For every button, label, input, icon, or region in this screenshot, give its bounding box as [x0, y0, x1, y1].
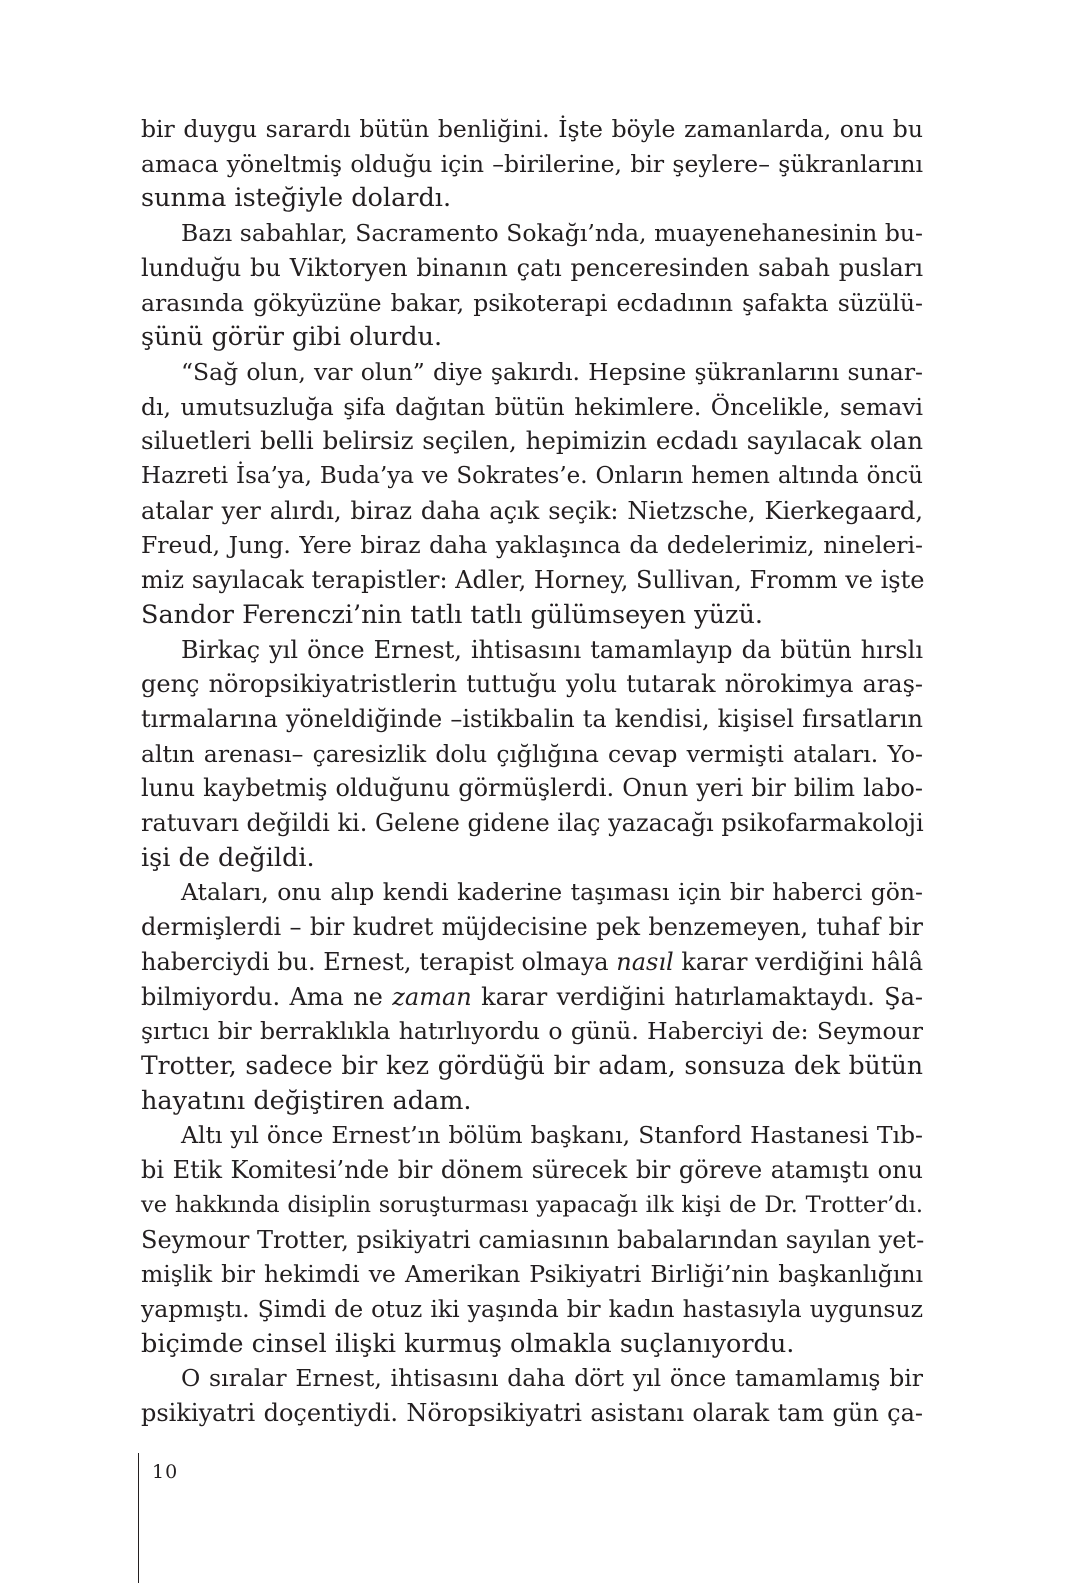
text-line: sunma isteğiyle dolardı. — [141, 183, 452, 214]
text-line: biçimde cinsel ilişki kurmuş olmakla suçlanıyordu. — [141, 1328, 795, 1359]
text-line — [141, 945, 923, 980]
text-line: şünü görür gibi olurdu. — [141, 322, 443, 353]
text-line: O sıralar Ernest, ihtisasını daha dört yıl önce tamamlamış bir — [181, 1364, 923, 1393]
text-line: tırmalarına yöneldiğinde –istikbalin ta kendisi, kişisel fırsatların — [141, 704, 923, 733]
text-line: psikiyatri doçentiydi. Nöropsikiyatri asistanı olarak tam gün ça- — [141, 1399, 923, 1428]
text-line: ve hakkında disiplin soruşturması yapacağı ilk kişi de Dr. Trotter’dı. — [141, 1191, 923, 1218]
text-line: arasında gökyüzüne bakar, psikoterapi ecdadının şafakta süzülü- — [141, 288, 923, 317]
text-line: Birkaç yıl önce Ernest, ihtisasını tamamlayıp da bütün hırslı — [181, 635, 923, 664]
text-line: dermişlerdi – bir kudret müjdecisine pek benzemeyen, tuhaf bir — [141, 913, 923, 942]
text-line: amaca yöneltmiş olduğu için –birilerine, bir şeylere– şükranlarını — [141, 149, 923, 178]
text-line: bir duygu sarardı bütün benliğini. İşte böyle zamanlarda, onu bu — [141, 115, 923, 143]
footer-rule — [138, 1453, 139, 1583]
emphasized-word: nasıl — [616, 947, 674, 976]
text-segment: bilmiyordu. Ama ne — [141, 982, 393, 1011]
text-line: siluetleri belli belirsiz seçilen, hepimizin ecdadı sayılacak olan — [141, 426, 923, 456]
text-line: genç nöropsikiyatristlerin tuttuğu yolu tutarak nörokimya araş- — [141, 670, 923, 699]
text-line: Ataları, onu alıp kendi kaderine taşıması için bir haberci gön- — [181, 878, 923, 907]
text-line: lunduğu bu Viktoryen binanın çatı penceresinden sabah pusları — [141, 253, 923, 282]
text-line: yapmıştı. Şimdi de otuz iki yaşında bir kadın hastasıyla uygunsuz — [141, 1294, 923, 1323]
page-number: 10 — [152, 1461, 179, 1483]
text-line: Trotter, sadece bir kez gördüğü bir adam, sonsuza dek bütün — [141, 1050, 923, 1080]
text-line: atalar yer alırdı, biraz daha açık seçik: Nietzsche, Kierkegaard, — [141, 496, 923, 525]
text-line: Bazı sabahlar, Sacramento Sokağı’nda, muayenehanesinin bu- — [181, 219, 923, 248]
text-line: bi Etik Komitesi’nde bir dönem sürecek bir göreve atamıştı onu — [141, 1156, 923, 1185]
text-line: “Sağ olun, var olun” diye şakırdı. Hepsine şükranlarını sunar- — [181, 357, 923, 386]
text-line: lunu kaybetmiş olduğunu görmüşlerdi. Onun yeri bir bilim labo- — [141, 774, 923, 803]
text-line: Altı yıl önce Ernest’ın bölüm başkanı, Stanford Hastanesi Tıb- — [181, 1121, 923, 1150]
text-line: altın arenası– çaresizlik dolu çığlığına cevap vermişti ataları. Yo- — [141, 739, 923, 768]
text-line: ratuvarı değildi ki. Gelene gidene ilaç yazacağı psikofarmakoloji — [141, 809, 924, 838]
text-line: Freud, Jung. Yere biraz daha yaklaşınca da dedelerimiz, nineleri- — [141, 531, 923, 560]
text-line — [141, 980, 923, 1015]
text-line: miz sayılacak terapistler: Adler, Horney, Sullivan, Fromm ve işte — [141, 566, 925, 595]
text-line: işi de değildi. — [141, 842, 315, 873]
text-line: dı, umutsuzluğa şifa dağıtan bütün hekimlere. Öncelikle, semavi — [141, 392, 923, 421]
body-text — [141, 112, 923, 1431]
text-segment: karar verdiğini hâlâ — [673, 947, 923, 976]
text-line: mişlik bir hekimdi ve Amerikan Psikiyatri Birliği’nin başkanlığını — [141, 1260, 923, 1289]
emphasized-word: zaman — [392, 982, 472, 1011]
text-line: Hazreti İsa’ya, Buda’ya ve Sokrates’e. Onların hemen altında öncü — [141, 463, 923, 490]
text-line: Sandor Ferenczi’nin tatlı tatlı gülümseyen yüzü. — [141, 599, 763, 630]
text-line: hayatını değiştiren adam. — [141, 1085, 472, 1116]
text-segment: karar verdiğini hatırlamaktaydı. Şa- — [471, 982, 923, 1011]
text-line: şırtıcı bir berraklıkla hatırlıyordu o günü. Haberciyi de: Seymour — [141, 1017, 923, 1046]
text-line: Seymour Trotter, psikiyatri camiasının babalarından sayılan yet- — [141, 1225, 925, 1254]
text-segment: haberciydi bu. Ernest, terapist olmaya — [141, 947, 617, 976]
